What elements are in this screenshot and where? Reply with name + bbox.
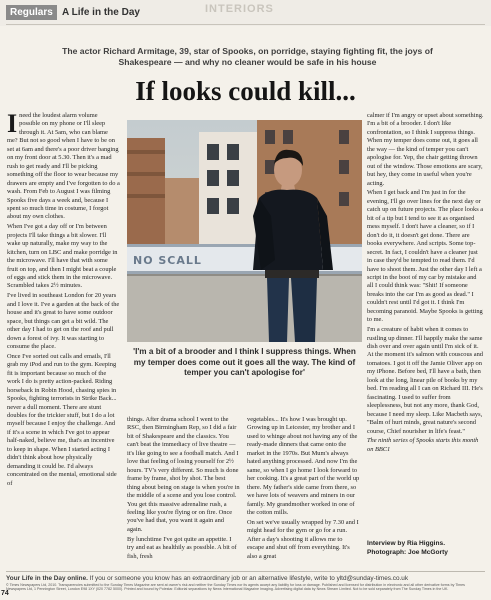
sign-lettering: NO SCALL [133,254,202,267]
paragraph: calmer if I'm angry or upset about something. I'm a bit of a brooder. I don't like confrontation, so I think I suppress things. When my temper does come out, it goes all the way — the kind of temper you can't apologise for. Yep, the chair getting thrown out of the window. Those emotions are scary, but hey, they come in useful when you're acting. [367,112,484,187]
footer-callout [6,571,485,582]
paragraph: Ineed the loudest alarm volume possible on my phone or I'll sleep through it. At 5am, who can blame me? But not so good when I have to be on set at 6am and there's a poor driver banging on my front door at 5.30. Then it's a mad rush to get ready and I'll be picking something off the floor to wear because my drawers are empty and I've forgotten to do a wash. From Feb to August I was filming Spooks five days a week and, because I spent so much time in costume, I forgot about my own clothes. [7,109,120,221]
drop-cap: I [7,109,18,138]
headline: If looks could kill... [135,76,356,106]
credits [367,540,484,557]
page-number: 74 [1,590,9,597]
paragraph: When I've got a day off or I'm between projects I'll take things a bit slower. I'll wake up naturally, make my way to the kitchen, turn on LBC and make porridge in the microwave. I'll have that with some fruit on top, and then I might beat a couple of eggs and stick them in the microwave. Scrambled takes 2½ minutes. [7,223,118,290]
paragraph: things. After drama school I went to the RSC, then Birmingham Rep, so I did a fair bit of Shakespeare and the classics. You can't beat the immediacy of live theatre — it's like going to see a football match. And I love that feeling of losing yourself for 2½ hours. TV's very different. So much is done frame by frame, shot by shot. The best thing about being on stage is when you're in the middle of a scene and you lose control. You get this massive adrenaline rush, a feeling like you're flying or on fire. Once you've had that, you want it again and again. [127,416,240,533]
paragraph: vegetables... It's how I was brought up. Growing up in Leicester, my brother and I used to whinge about not having any of the ready-made dinners that came onto the market in the 1970s. But Mum's always hated anything processed. And now I'm the same, so when I go home I look forward to her cooking. It's a great part of the world up there. My father's side came from there, so we have lots of weavers and miners in our family. My grandmother worked in one of the cotton mills. [247,416,360,516]
paragraph: When I get back and I'm just in for the evening, I'll go over lines for the next day or catch up on future projects. The place looks a bit of a tip but I tend to see it as organised mess myself. I don't have a cleaner, so if I don't do it, it doesn't get done. There are books everywhere. And scripts. Some top-secret. In fact, I couldn't have a cleaner just in case they'd be tempted to read them. I'd have to shoot them. Just the other day I left a script in the boot of my car by mistake and all I could think was: "Shit! If someone breaks into the car I'm as good as dead." I couldn't rest until I'd got it. I think I'm becoming paranoid. Maybe Spooks is getting to me. [367,189,484,324]
body-column-4 [367,112,484,456]
standfirst: The actor Richard Armitage, 39, star of Spooks, on porridge, staying fighting fit, the joys of Shakespeare — and why no cleaner would be safe in his house [62,46,433,67]
paragraph: On set we've usually wrapped by 7.30 and I might head for the gym or go for a run. After a day's shooting it allows me to escape and shut off from everything. It's also a great [247,518,359,560]
paragraph: Once I've sorted out calls and emails, I'll grab my iPod and run to the gym. Keeping fit is important because so much of the work I do is pretty action-packed. Riding horseback in Robin Hood, chasing spies in Spooks, fighting terrorists in Strike Back... never a dull moment. There are stunt doubles for the trickier stuff, but I do a lot myself because I enjoy the challenge. And if it's a scene in which I've got to appear half-naked, believe me, that's an incentive to keep in shape. When I started acting I didn't think about how physically demanding it could be. I'd always concentrated on the mental, emotional side of [7,352,117,487]
body-column-3 [247,416,360,562]
footer-text: If you or someone you know has an extraordinary job or an alternative lifestyle, write to yltd@sunday-times.co.uk [89,575,409,582]
faded-section-heading: INTERIORS [205,3,274,15]
section-tag: Regulars [6,5,57,20]
body-column-2 [127,416,240,562]
photo-illustration [127,120,362,342]
interview-credit: Interview by Ria Higgins. [367,540,446,547]
paragraph: I've lived in southeast London for 20 years and I love it. I've a garden at the back of the house and it's great to have some outdoor space, but things can get a bit wild. The other day I had to get on the roof and pull down a forest of ivy. It was starting to consume the place. [7,292,120,351]
photo-credit: Photograph: Joe McGorty [367,548,448,556]
closing-note: The ninth series of Spooks starts this month on BBC1 [367,437,479,453]
section-title: A Life in the Day [62,7,140,18]
portrait-photo [127,120,362,342]
pull-quote: 'I'm a bit of a brooder and I think I suppress things. When my temper does come out it goes all the way. The kind of temper you can't apologise for' [133,347,356,377]
body-column-1 [7,109,120,490]
top-bar [0,0,491,26]
paragraph: By lunchtime I've got quite an appetite. I try and eat as healthily as possible. A bit of fish, fresh [127,535,237,560]
legal-notice: © Times Newspapers Ltd, 2010. Transparencies submitted to the Sunday Times Magazine are sent at owner's risk and neither the Sunday Times nor its agents accept any liability for loss or damage. Published and licensed for distribution in electronic and all other derivative forms by Times Newspapers Ltd, 1 Pennington Street, London E98 1XY (020 7782 5000). Printed and bound by Polestar. Editorial separations by News International Magazine Imaging. Advertising digital data by News Stream Limited. Not to be sold separately from The Sunday Times in the UK. [6,583,465,592]
paragraph: I'm a creature of habit when it comes to rustling up dinner. I'll happily make the same dish over and over again until I'm sick of it. At the moment it's salmon with couscous and tomatoes. I got it off the Jamie Oliver app on my iPhone. Before bed, I'll have a bath, then look at the long, linear pile of books by my bed. I'm reading all I can on Richard III. He's fascinating. I used to suffer from sleeplessness, but not any more, thank God, because I need my sleep. Like Macbeth says, "Balm of hurt minds, great nature's second course, Chief nourisher in life's feast." [367,326,483,435]
top-rule [6,24,485,25]
footer-lead: Your Life in the Day online. [6,575,88,582]
